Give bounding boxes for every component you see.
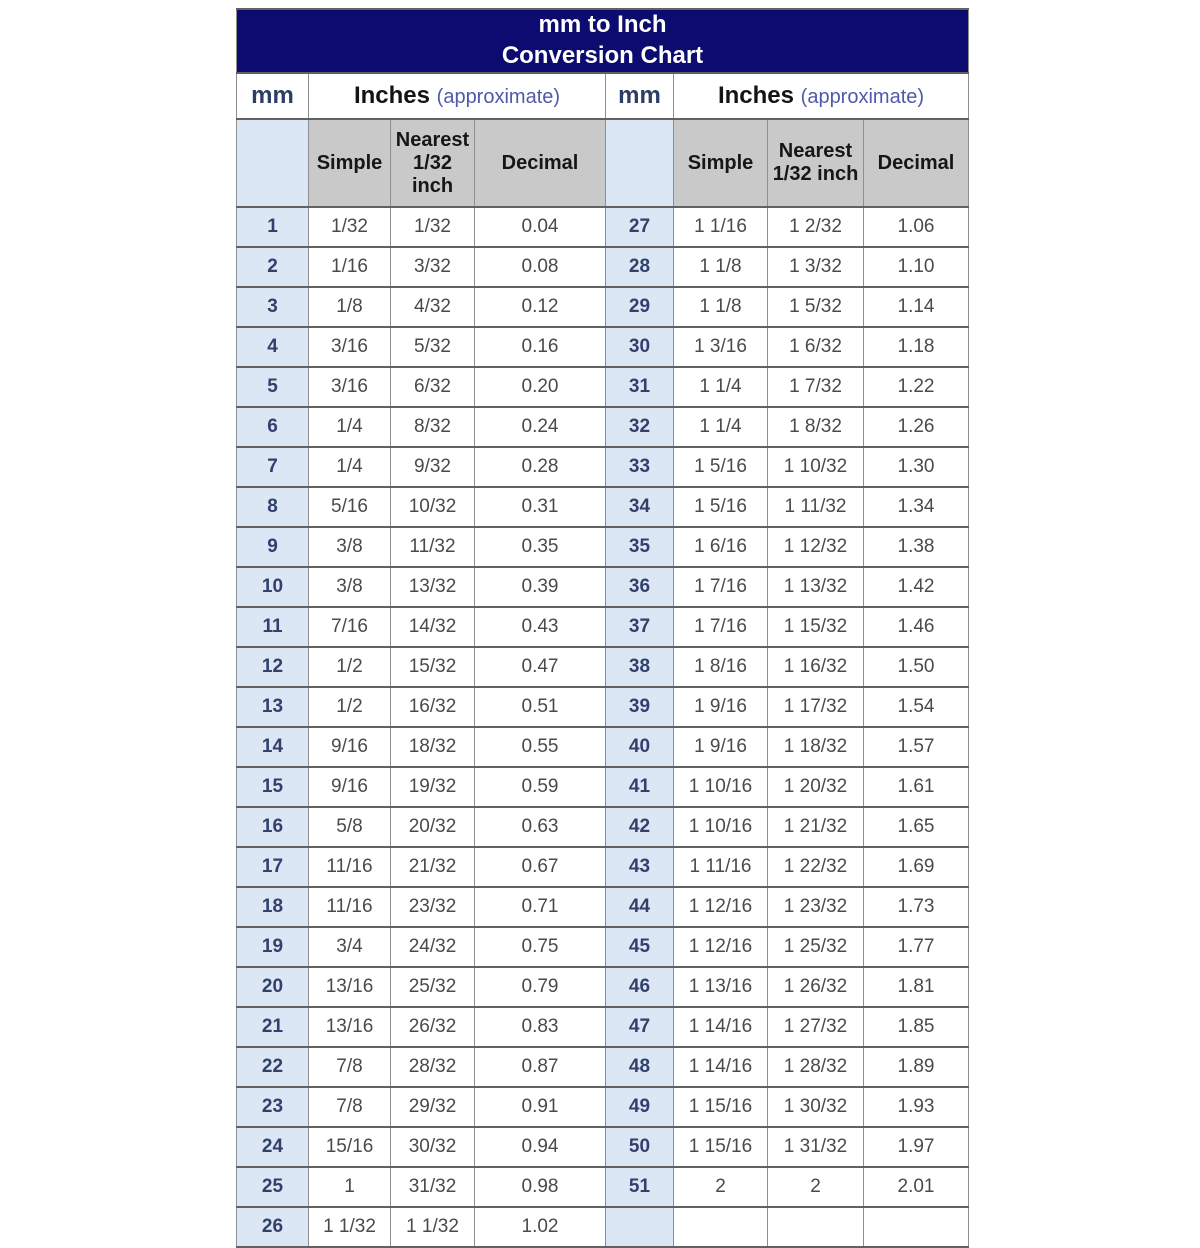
simple-value-cell: 5/8 — [309, 807, 391, 847]
simple-value-cell: 1/16 — [309, 247, 391, 287]
mm-value-cell: 45 — [606, 927, 674, 967]
simple-value-cell: 3/16 — [309, 327, 391, 367]
simple-value-cell: 1 9/16 — [674, 727, 768, 767]
mm-value-cell: 49 — [606, 1087, 674, 1127]
nearest-32nd-value-cell: 1 20/32 — [768, 767, 864, 807]
inches-label-left: Inches — [353, 82, 430, 109]
decimal-value-cell: 1.22 — [864, 367, 969, 407]
nearest-32nd-value-cell: 1 3/32 — [768, 247, 864, 287]
mm-value-cell: 24 — [237, 1127, 309, 1167]
mm-value-cell: 18 — [237, 887, 309, 927]
simple-value-cell: 11/16 — [309, 887, 391, 927]
mm-value-cell: 47 — [606, 1007, 674, 1047]
decimal-value-cell: 0.47 — [475, 647, 606, 687]
mm-value-cell: 23 — [237, 1087, 309, 1127]
simple-value-cell: 1 1/16 — [674, 207, 768, 247]
decimal-value-cell: 0.55 — [475, 727, 606, 767]
simple-value-cell: 1/4 — [309, 447, 391, 487]
table-row — [237, 407, 969, 447]
decimal-value-cell: 0.12 — [475, 287, 606, 327]
nearest-32nd-value-cell: 23/32 — [391, 887, 475, 927]
mm-value-cell: 3 — [237, 287, 309, 327]
mm-column-header-left: mm — [237, 73, 309, 119]
nearest-32nd-value-cell: 1 27/32 — [768, 1007, 864, 1047]
nearest-32nd-value-cell: 4/32 — [391, 287, 475, 327]
simple-value-cell: 2 — [674, 1167, 768, 1207]
simple-value-cell: 7/16 — [309, 607, 391, 647]
simple-value-cell: 1 10/16 — [674, 767, 768, 807]
mm-value-cell: 33 — [606, 447, 674, 487]
nearest-32nd-value-cell: 1 17/32 — [768, 687, 864, 727]
nearest-32nd-value-cell: 29/32 — [391, 1087, 475, 1127]
nearest-32nd-value-cell: 1 22/32 — [768, 847, 864, 887]
mm-spacer-right — [606, 119, 674, 207]
mm-value-cell: 36 — [606, 567, 674, 607]
mm-value-cell: 35 — [606, 527, 674, 567]
decimal-value-cell: 1.18 — [864, 327, 969, 367]
decimal-value-cell: 1.81 — [864, 967, 969, 1007]
simple-value-cell: 1 1/4 — [674, 407, 768, 447]
simple-value-cell: 1 15/16 — [674, 1127, 768, 1167]
decimal-value-cell: 1.97 — [864, 1127, 969, 1167]
simple-value-cell: 11/16 — [309, 847, 391, 887]
nearest-32nd-value-cell: 1/32 — [391, 207, 475, 247]
simple-value-cell: 1 6/16 — [674, 527, 768, 567]
decimal-value-cell: 0.59 — [475, 767, 606, 807]
mm-value-cell: 50 — [606, 1127, 674, 1167]
group-header-row — [237, 73, 969, 119]
mm-value-cell: 16 — [237, 807, 309, 847]
decimal-value-cell: 0.87 — [475, 1047, 606, 1087]
mm-value-cell: 11 — [237, 607, 309, 647]
simple-value-cell: 1 12/16 — [674, 887, 768, 927]
nearest-32nd-value-cell: 26/32 — [391, 1007, 475, 1047]
nearest-32nd-value-cell: 1 16/32 — [768, 647, 864, 687]
table-row — [237, 367, 969, 407]
nearest-32nd-value-cell: 25/32 — [391, 967, 475, 1007]
decimal-value-cell: 0.71 — [475, 887, 606, 927]
nearest-32nd-value-cell: 5/32 — [391, 327, 475, 367]
chart-title-line2: Conversion Chart — [501, 42, 704, 69]
table-row — [237, 967, 969, 1007]
simple-value-cell: 1 7/16 — [674, 567, 768, 607]
mm-value-cell: 20 — [237, 967, 309, 1007]
mm-value-cell: 27 — [606, 207, 674, 247]
table-row — [237, 1087, 969, 1127]
mm-column-header-right: mm — [606, 73, 674, 119]
simple-value-cell: 3/16 — [309, 367, 391, 407]
mm-value-cell: 1 — [237, 207, 309, 247]
mm-value-cell: 34 — [606, 487, 674, 527]
table-row — [237, 447, 969, 487]
nearest-32nd-value-cell: 30/32 — [391, 1127, 475, 1167]
decimal-value-cell: 0.79 — [475, 967, 606, 1007]
mm-value-cell: 46 — [606, 967, 674, 1007]
decimal-value-cell: 1.26 — [864, 407, 969, 447]
decimal-value-cell: 1.77 — [864, 927, 969, 967]
mm-value-cell: 13 — [237, 687, 309, 727]
nearest-32nd-value-cell: 20/32 — [391, 807, 475, 847]
mm-value-cell: 6 — [237, 407, 309, 447]
table-row — [237, 647, 969, 687]
decimal-value-cell: 0.51 — [475, 687, 606, 727]
decimal-value-cell — [864, 1207, 969, 1247]
nearest-32nd-value-cell: 1 31/32 — [768, 1127, 864, 1167]
simple-value-cell: 1/4 — [309, 407, 391, 447]
nearest-32nd-value-cell: 1 10/32 — [768, 447, 864, 487]
table-row — [237, 807, 969, 847]
nearest-32nd-value-cell: 11/32 — [391, 527, 475, 567]
mm-value-cell: 8 — [237, 487, 309, 527]
title-row — [237, 9, 969, 73]
decimal-value-cell: 1.02 — [475, 1207, 606, 1247]
simple-value-cell: 1 8/16 — [674, 647, 768, 687]
nearest-32nd-value-cell: 19/32 — [391, 767, 475, 807]
mm-value-cell: 41 — [606, 767, 674, 807]
nearest-32nd-value-cell: 1 23/32 — [768, 887, 864, 927]
nearest-32nd-value-cell: 1 11/32 — [768, 487, 864, 527]
mm-value-cell: 21 — [237, 1007, 309, 1047]
decimal-value-cell: 1.34 — [864, 487, 969, 527]
simple-value-cell: 1 14/16 — [674, 1047, 768, 1087]
mm-value-cell: 5 — [237, 367, 309, 407]
decimal-value-cell: 1.06 — [864, 207, 969, 247]
table-row — [237, 927, 969, 967]
mm-value-cell: 31 — [606, 367, 674, 407]
decimal-value-cell: 1.73 — [864, 887, 969, 927]
nearest-32nd-value-cell: 18/32 — [391, 727, 475, 767]
simple-value-cell: 15/16 — [309, 1127, 391, 1167]
decimal-value-cell: 1.89 — [864, 1047, 969, 1087]
simple-value-cell: 1 10/16 — [674, 807, 768, 847]
decimal-value-cell: 1.57 — [864, 727, 969, 767]
simple-value-cell: 3/8 — [309, 567, 391, 607]
nearest-32nd-value-cell: 1 6/32 — [768, 327, 864, 367]
simple-value-cell: 1/8 — [309, 287, 391, 327]
nearest-32nd-value-cell: 31/32 — [391, 1167, 475, 1207]
mm-value-cell: 10 — [237, 567, 309, 607]
mm-value-cell: 22 — [237, 1047, 309, 1087]
simple-value-cell: 7/8 — [309, 1087, 391, 1127]
nearest-32nd-value-cell: 1 30/32 — [768, 1087, 864, 1127]
table-row — [237, 1007, 969, 1047]
nearest-32nd-value-cell: 1 28/32 — [768, 1047, 864, 1087]
inches-label-right: Inches — [717, 82, 794, 109]
table-row — [237, 527, 969, 567]
decimal-value-cell: 0.63 — [475, 807, 606, 847]
mm-value-cell: 4 — [237, 327, 309, 367]
decimal-value-cell: 0.08 — [475, 247, 606, 287]
nearest-32nd-value-cell: 1 26/32 — [768, 967, 864, 1007]
table-row — [237, 567, 969, 607]
decimal-value-cell: 2.01 — [864, 1167, 969, 1207]
decimal-value-cell: 0.98 — [475, 1167, 606, 1207]
nearest-32nd-value-cell: 6/32 — [391, 367, 475, 407]
nearest-32nd-value-cell: 14/32 — [391, 607, 475, 647]
decimal-value-cell: 0.24 — [475, 407, 606, 447]
decimal-value-cell: 1.30 — [864, 447, 969, 487]
chart-title — [237, 9, 969, 73]
table-row — [237, 287, 969, 327]
mm-value-cell: 9 — [237, 527, 309, 567]
table-row — [237, 887, 969, 927]
mm-value-cell: 37 — [606, 607, 674, 647]
decimal-value-cell: 0.04 — [475, 207, 606, 247]
mm-value-cell: 17 — [237, 847, 309, 887]
chart-title-line1: mm to Inch — [538, 11, 667, 39]
mm-value-cell: 7 — [237, 447, 309, 487]
simple-value-cell — [674, 1207, 768, 1247]
decimal-value-cell: 0.16 — [475, 327, 606, 367]
nearest-32nd-value-cell: 1 7/32 — [768, 367, 864, 407]
table-row — [237, 207, 969, 247]
simple-value-cell: 13/16 — [309, 1007, 391, 1047]
mm-value-cell: 2 — [237, 247, 309, 287]
simple-value-cell: 13/16 — [309, 967, 391, 1007]
simple-value-cell: 1 12/16 — [674, 927, 768, 967]
mm-value-cell: 19 — [237, 927, 309, 967]
table-row — [237, 247, 969, 287]
decimal-value-cell: 1.61 — [864, 767, 969, 807]
simple-header-right: Simple — [674, 119, 768, 207]
mm-value-cell: 48 — [606, 1047, 674, 1087]
nearest-32nd-value-cell: 3/32 — [391, 247, 475, 287]
mm-value-cell — [606, 1207, 674, 1247]
decimal-value-cell: 0.83 — [475, 1007, 606, 1047]
decimal-header-left: Decimal — [475, 119, 606, 207]
mm-value-cell: 12 — [237, 647, 309, 687]
simple-value-cell: 1 14/16 — [674, 1007, 768, 1047]
decimal-value-cell: 0.39 — [475, 567, 606, 607]
approximate-label-left: (approximate) — [436, 86, 561, 108]
decimal-value-cell: 1.65 — [864, 807, 969, 847]
table-body — [237, 207, 969, 1247]
nearest-32nd-value-cell: 1 15/32 — [768, 607, 864, 647]
nearest-32nd-value-cell: 24/32 — [391, 927, 475, 967]
simple-value-cell: 1 7/16 — [674, 607, 768, 647]
decimal-value-cell: 1.14 — [864, 287, 969, 327]
nearest-32nd-value-cell: 1 1/32 — [391, 1207, 475, 1247]
inches-header-right — [674, 73, 969, 119]
approximate-label-right: (approximate) — [800, 86, 925, 108]
table-row — [237, 767, 969, 807]
nearest-32nd-value-cell: 1 12/32 — [768, 527, 864, 567]
mm-value-cell: 28 — [606, 247, 674, 287]
mm-value-cell: 32 — [606, 407, 674, 447]
decimal-header-right: Decimal — [864, 119, 969, 207]
nearest-32nd-value-cell: 1 13/32 — [768, 567, 864, 607]
nearest-32nd-value-cell: 9/32 — [391, 447, 475, 487]
nearest-32nd-value-cell: 13/32 — [391, 567, 475, 607]
decimal-value-cell: 0.75 — [475, 927, 606, 967]
decimal-value-cell: 1.38 — [864, 527, 969, 567]
decimal-value-cell: 1.93 — [864, 1087, 969, 1127]
mm-value-cell: 51 — [606, 1167, 674, 1207]
mm-value-cell: 42 — [606, 807, 674, 847]
nearest-32nd-header-right: Nearest 1/32 inch — [768, 119, 864, 207]
decimal-value-cell: 1.46 — [864, 607, 969, 647]
decimal-value-cell: 1.42 — [864, 567, 969, 607]
simple-value-cell: 1 1/8 — [674, 287, 768, 327]
simple-value-cell: 1/2 — [309, 647, 391, 687]
nearest-32nd-value-cell: 16/32 — [391, 687, 475, 727]
table-row — [237, 487, 969, 527]
decimal-value-cell: 1.69 — [864, 847, 969, 887]
table-row — [237, 847, 969, 887]
mm-spacer-left — [237, 119, 309, 207]
nearest-32nd-value-cell: 1 5/32 — [768, 287, 864, 327]
simple-value-cell: 1/2 — [309, 687, 391, 727]
simple-value-cell: 5/16 — [309, 487, 391, 527]
decimal-value-cell: 1.50 — [864, 647, 969, 687]
table-row — [237, 1047, 969, 1087]
nearest-32nd-value-cell: 21/32 — [391, 847, 475, 887]
nearest-32nd-value-cell: 10/32 — [391, 487, 475, 527]
simple-value-cell: 1 9/16 — [674, 687, 768, 727]
simple-value-cell: 7/8 — [309, 1047, 391, 1087]
mm-value-cell: 29 — [606, 287, 674, 327]
nearest-32nd-value-cell: 1 2/32 — [768, 207, 864, 247]
nearest-32nd-value-cell: 2 — [768, 1167, 864, 1207]
table-row — [237, 687, 969, 727]
decimal-value-cell: 0.91 — [475, 1087, 606, 1127]
mm-value-cell: 40 — [606, 727, 674, 767]
mm-value-cell: 14 — [237, 727, 309, 767]
nearest-32nd-value-cell: 15/32 — [391, 647, 475, 687]
nearest-32nd-value-cell: 1 21/32 — [768, 807, 864, 847]
simple-value-cell: 1 — [309, 1167, 391, 1207]
simple-value-cell: 9/16 — [309, 767, 391, 807]
nearest-32nd-value-cell: 1 25/32 — [768, 927, 864, 967]
decimal-value-cell: 0.94 — [475, 1127, 606, 1167]
mm-value-cell: 44 — [606, 887, 674, 927]
simple-value-cell: 1 1/8 — [674, 247, 768, 287]
simple-value-cell: 1/32 — [309, 207, 391, 247]
decimal-value-cell: 1.10 — [864, 247, 969, 287]
decimal-value-cell: 0.35 — [475, 527, 606, 567]
table-row — [237, 1167, 969, 1207]
decimal-value-cell: 0.20 — [475, 367, 606, 407]
mm-to-inch-conversion-table — [236, 8, 969, 1248]
table-row — [237, 607, 969, 647]
simple-value-cell: 1 11/16 — [674, 847, 768, 887]
simple-value-cell: 3/4 — [309, 927, 391, 967]
mm-value-cell: 15 — [237, 767, 309, 807]
simple-value-cell: 1 1/4 — [674, 367, 768, 407]
nearest-32nd-value-cell: 1 18/32 — [768, 727, 864, 767]
simple-value-cell: 1 15/16 — [674, 1087, 768, 1127]
nearest-32nd-value-cell: 1 8/32 — [768, 407, 864, 447]
table-row — [237, 727, 969, 767]
mm-value-cell: 43 — [606, 847, 674, 887]
simple-value-cell: 1 5/16 — [674, 447, 768, 487]
simple-value-cell: 1 3/16 — [674, 327, 768, 367]
sub-header-row — [237, 119, 969, 207]
decimal-value-cell: 1.85 — [864, 1007, 969, 1047]
nearest-32nd-value-cell: 8/32 — [391, 407, 475, 447]
mm-value-cell: 26 — [237, 1207, 309, 1247]
nearest-32nd-header-left: Nearest 1/32 inch — [391, 119, 475, 207]
decimal-value-cell: 0.43 — [475, 607, 606, 647]
mm-value-cell: 39 — [606, 687, 674, 727]
simple-value-cell: 1 13/16 — [674, 967, 768, 1007]
simple-value-cell: 9/16 — [309, 727, 391, 767]
decimal-value-cell: 1.54 — [864, 687, 969, 727]
decimal-value-cell: 0.28 — [475, 447, 606, 487]
decimal-value-cell: 0.31 — [475, 487, 606, 527]
inches-header-left — [309, 73, 606, 119]
mm-value-cell: 38 — [606, 647, 674, 687]
mm-value-cell: 25 — [237, 1167, 309, 1207]
simple-value-cell: 1 1/32 — [309, 1207, 391, 1247]
nearest-32nd-value-cell — [768, 1207, 864, 1247]
simple-header-left: Simple — [309, 119, 391, 207]
table-row — [237, 1207, 969, 1247]
simple-value-cell: 1 5/16 — [674, 487, 768, 527]
table-row — [237, 327, 969, 367]
nearest-32nd-value-cell: 28/32 — [391, 1047, 475, 1087]
table-row — [237, 1127, 969, 1167]
mm-value-cell: 30 — [606, 327, 674, 367]
decimal-value-cell: 0.67 — [475, 847, 606, 887]
simple-value-cell: 3/8 — [309, 527, 391, 567]
